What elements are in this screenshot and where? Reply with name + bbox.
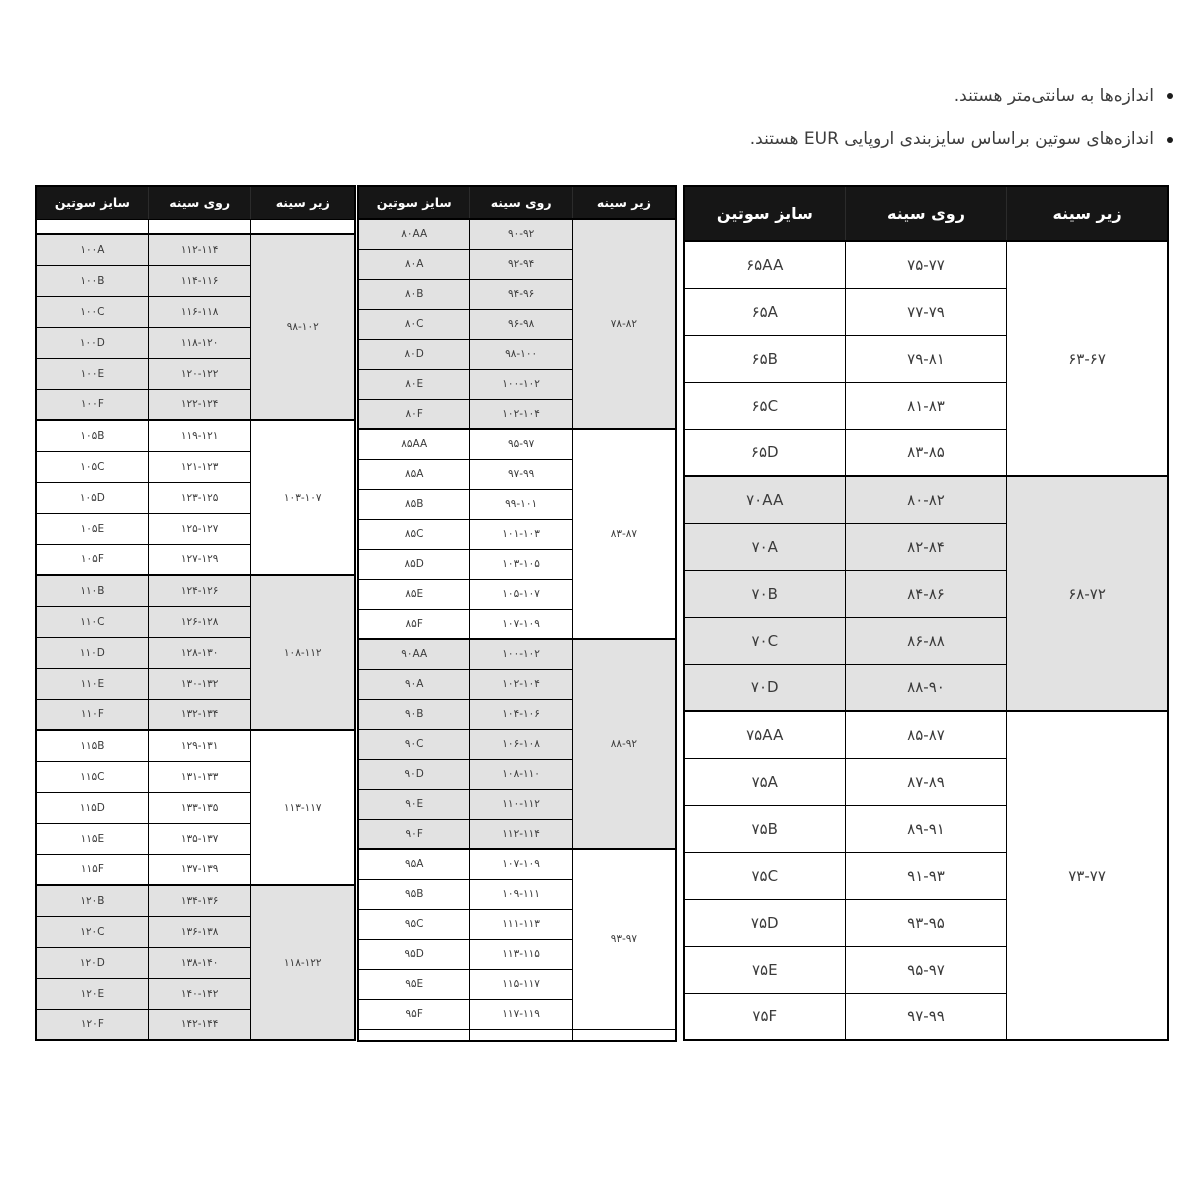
size-row <box>36 730 355 761</box>
header-row <box>684 186 1168 241</box>
over-bust-cell: ۸۳-۸۵ <box>845 429 1006 476</box>
note-units <box>750 86 1173 106</box>
over-bust-cell: ۹۶-۹۸ <box>470 309 572 339</box>
size-cell: ۱۱۵C <box>36 761 148 792</box>
over-bust-cell: ۱۳۳-۱۳۵ <box>148 792 251 823</box>
size-cell: ۷۵A <box>684 758 845 805</box>
under-bust-cell: ۶۳-۶۷ <box>1007 241 1168 476</box>
size-cell: ۷۵E <box>684 946 845 993</box>
over-bust-header: روی سینه <box>845 186 1006 241</box>
size-cell: ۹۵C <box>358 909 470 939</box>
over-bust-header: روی سینه <box>470 186 572 219</box>
under-bust-cell: ۸۸-۹۲ <box>572 639 676 849</box>
over-bust-cell: ۷۹-۸۱ <box>845 335 1006 382</box>
empty-cell <box>148 219 251 234</box>
size-row <box>358 639 676 669</box>
size-cell: ۱۰۵D <box>36 482 148 513</box>
over-bust-cell: ۹۹-۱۰۱ <box>470 489 572 519</box>
under-bust-cell: ۱۰۸-۱۱۲ <box>251 575 355 730</box>
size-cell: ۱۰۵F <box>36 544 148 575</box>
table-body <box>36 219 355 1040</box>
size-cell: ۱۰۰F <box>36 389 148 420</box>
size-cell: ۹۵E <box>358 969 470 999</box>
over-bust-cell: ۱۳۱-۱۳۳ <box>148 761 251 792</box>
under-bust-cell: ۶۸-۷۲ <box>1007 476 1168 711</box>
over-bust-cell: ۹۷-۹۹ <box>470 459 572 489</box>
over-bust-cell: ۱۰۰-۱۰۲ <box>470 369 572 399</box>
under-bust-cell: ۱۱۸-۱۲۲ <box>251 885 355 1040</box>
over-bust-cell: ۱۳۴-۱۳۶ <box>148 885 251 916</box>
size-cell: ۹۰E <box>358 789 470 819</box>
over-bust-cell: ۱۱۴-۱۱۶ <box>148 265 251 296</box>
over-bust-cell: ۹۲-۹۴ <box>470 249 572 279</box>
size-cell: ۸۰AA <box>358 219 470 249</box>
size-cell: ۹۵F <box>358 999 470 1029</box>
over-bust-cell: ۱۴۰-۱۴۲ <box>148 978 251 1009</box>
over-bust-cell: ۱۰۸-۱۱۰ <box>470 759 572 789</box>
empty-cell <box>470 1029 572 1041</box>
over-bust-cell: ۱۱۲-۱۱۴ <box>470 819 572 849</box>
size-cell: ۹۰F <box>358 819 470 849</box>
over-bust-cell: ۹۴-۹۶ <box>470 279 572 309</box>
over-bust-cell: ۱۱۳-۱۱۵ <box>470 939 572 969</box>
over-bust-cell: ۸۱-۸۳ <box>845 382 1006 429</box>
note-eur-sizing-text: اندازه‌های سوتین براساس سایزبندی اروپایی EUR هستند. <box>749 129 1154 150</box>
size-row <box>36 420 355 451</box>
size-cell: ۸۰D <box>358 339 470 369</box>
over-bust-cell: ۹۵-۹۷ <box>845 946 1006 993</box>
empty-row <box>36 219 355 234</box>
size-cell: ۸۰E <box>358 369 470 399</box>
over-bust-cell: ۱۰۴-۱۰۶ <box>470 699 572 729</box>
size-cell: ۱۰۰A <box>36 234 148 265</box>
size-cell: ۱۲۰B <box>36 885 148 916</box>
size-cell: ۹۵A <box>358 849 470 879</box>
over-bust-cell: ۱۳۶-۱۳۸ <box>148 916 251 947</box>
over-bust-cell: ۱۱۶-۱۱۸ <box>148 296 251 327</box>
size-cell: ۱۲۰E <box>36 978 148 1009</box>
over-bust-cell: ۱۲۸-۱۳۰ <box>148 637 251 668</box>
over-bust-cell: ۸۲-۸۴ <box>845 523 1006 570</box>
size-cell: ۸۵A <box>358 459 470 489</box>
size-row <box>358 429 676 459</box>
size-cell: ۱۱۰F <box>36 699 148 730</box>
size-cell: ۱۰۰C <box>36 296 148 327</box>
over-bust-cell: ۱۰۵-۱۰۷ <box>470 579 572 609</box>
size-cell: ۱۲۰F <box>36 1009 148 1040</box>
over-bust-cell: ۱۱۲-۱۱۴ <box>148 234 251 265</box>
table-header <box>358 186 676 219</box>
under-bust-header: زیر سینه <box>251 186 355 219</box>
table-header <box>684 186 1168 241</box>
size-cell: ۶۵A <box>684 288 845 335</box>
over-bust-cell: ۸۰-۸۲ <box>845 476 1006 523</box>
size-row <box>36 885 355 916</box>
size-row <box>36 575 355 606</box>
over-bust-cell: ۱۲۶-۱۲۸ <box>148 606 251 637</box>
size-cell: ۱۰۵E <box>36 513 148 544</box>
size-cell: ۸۵D <box>358 549 470 579</box>
over-bust-cell: ۱۲۲-۱۲۴ <box>148 389 251 420</box>
size-cell: ۱۰۰E <box>36 358 148 389</box>
table-body <box>684 241 1168 1040</box>
size-cell: ۱۰۰D <box>36 327 148 358</box>
size-header: سایز سوتین <box>36 186 148 219</box>
partial-row <box>358 1029 676 1041</box>
over-bust-cell: ۱۱۰-۱۱۲ <box>470 789 572 819</box>
over-bust-cell: ۸۹-۹۱ <box>845 805 1006 852</box>
size-cell: ۸۵AA <box>358 429 470 459</box>
size-cell: ۸۵E <box>358 579 470 609</box>
over-bust-cell: ۱۰۰-۱۰۲ <box>470 639 572 669</box>
size-cell: ۱۱۵F <box>36 854 148 885</box>
size-table-100-120 <box>35 185 356 1041</box>
size-row <box>36 234 355 265</box>
over-bust-cell: ۱۲۰-۱۲۲ <box>148 358 251 389</box>
under-bust-header: زیر سینه <box>1007 186 1168 241</box>
size-cell: ۱۲۰D <box>36 947 148 978</box>
over-bust-cell: ۱۲۴-۱۲۶ <box>148 575 251 606</box>
under-bust-cell: ۱۱۳-۱۱۷ <box>251 730 355 885</box>
over-bust-cell: ۸۵-۸۷ <box>845 711 1006 758</box>
size-cell: ۱۱۵D <box>36 792 148 823</box>
empty-cell <box>251 219 355 234</box>
notes <box>750 86 1173 150</box>
over-bust-cell: ۸۶-۸۸ <box>845 617 1006 664</box>
over-bust-cell: ۱۱۹-۱۲۱ <box>148 420 251 451</box>
over-bust-cell: ۱۲۷-۱۲۹ <box>148 544 251 575</box>
size-header: سایز سوتین <box>358 186 470 219</box>
size-cell: ۹۵B <box>358 879 470 909</box>
size-cell: ۱۱۵E <box>36 823 148 854</box>
size-cell: ۱۲۰C <box>36 916 148 947</box>
over-bust-cell: ۱۱۵-۱۱۷ <box>470 969 572 999</box>
size-cell: ۸۰A <box>358 249 470 279</box>
over-bust-cell: ۱۰۳-۱۰۵ <box>470 549 572 579</box>
size-header: سایز سوتین <box>684 186 845 241</box>
size-cell: ۹۰B <box>358 699 470 729</box>
over-bust-cell: ۱۳۵-۱۳۷ <box>148 823 251 854</box>
size-cell: ۹۰C <box>358 729 470 759</box>
size-row <box>358 849 676 879</box>
size-cell: ۸۰B <box>358 279 470 309</box>
under-bust-header: زیر سینه <box>572 186 676 219</box>
size-cell: ۷۵AA <box>684 711 845 758</box>
over-bust-cell: ۱۱۱-۱۱۳ <box>470 909 572 939</box>
size-cell: ۷۰B <box>684 570 845 617</box>
size-cell: ۱۰۵C <box>36 451 148 482</box>
over-bust-cell: ۹۸-۱۰۰ <box>470 339 572 369</box>
over-bust-cell: ۱۰۷-۱۰۹ <box>470 609 572 639</box>
size-cell: ۹۰AA <box>358 639 470 669</box>
under-bust-cell: ۱۰۳-۱۰۷ <box>251 420 355 575</box>
over-bust-cell: ۹۵-۹۷ <box>470 429 572 459</box>
over-bust-cell: ۹۱-۹۳ <box>845 852 1006 899</box>
header-row <box>358 186 676 219</box>
size-cell: ۱۱۵B <box>36 730 148 761</box>
size-cell: ۷۰A <box>684 523 845 570</box>
size-cell: ۶۵B <box>684 335 845 382</box>
size-cell: ۷۵F <box>684 993 845 1040</box>
size-cell: ۹۵D <box>358 939 470 969</box>
size-cell: ۹۰D <box>358 759 470 789</box>
size-cell: ۷۰D <box>684 664 845 711</box>
over-bust-cell: ۱۳۲-۱۳۴ <box>148 699 251 730</box>
over-bust-cell: ۱۳۸-۱۴۰ <box>148 947 251 978</box>
over-bust-cell: ۱۲۵-۱۲۷ <box>148 513 251 544</box>
empty-cell <box>572 1029 676 1041</box>
size-table-80-95 <box>357 185 677 1042</box>
over-bust-cell: ۱۲۳-۱۲۵ <box>148 482 251 513</box>
size-row <box>684 476 1168 523</box>
note-eur-sizing <box>750 129 1173 149</box>
over-bust-cell: ۹۷-۹۹ <box>845 993 1006 1040</box>
over-bust-cell: ۷۵-۷۷ <box>845 241 1006 288</box>
size-cell: ۷۵C <box>684 852 845 899</box>
over-bust-cell: ۱۰۹-۱۱۱ <box>470 879 572 909</box>
size-cell: ۱۱۰E <box>36 668 148 699</box>
under-bust-cell: ۸۳-۸۷ <box>572 429 676 639</box>
empty-cell <box>36 219 148 234</box>
over-bust-cell: ۱۲۹-۱۳۱ <box>148 730 251 761</box>
size-cell: ۱۰۵B <box>36 420 148 451</box>
table-body <box>358 219 676 1041</box>
size-cell: ۶۵C <box>684 382 845 429</box>
size-row <box>684 241 1168 288</box>
size-cell: ۷۵B <box>684 805 845 852</box>
table-header <box>36 186 355 219</box>
size-cell: ۸۵C <box>358 519 470 549</box>
empty-cell <box>358 1029 470 1041</box>
over-bust-cell: ۱۱۷-۱۱۹ <box>470 999 572 1029</box>
size-cell: ۱۱۰B <box>36 575 148 606</box>
size-cell: ۶۵D <box>684 429 845 476</box>
over-bust-cell: ۱۳۷-۱۳۹ <box>148 854 251 885</box>
over-bust-cell: ۱۰۲-۱۰۴ <box>470 669 572 699</box>
size-row <box>684 711 1168 758</box>
size-cell: ۶۵AA <box>684 241 845 288</box>
size-cell: ۸۰C <box>358 309 470 339</box>
size-cell: ۸۵F <box>358 609 470 639</box>
over-bust-cell: ۱۰۶-۱۰۸ <box>470 729 572 759</box>
over-bust-cell: ۱۰۲-۱۰۴ <box>470 399 572 429</box>
over-bust-cell: ۱۱۸-۱۲۰ <box>148 327 251 358</box>
size-cell: ۱۱۰D <box>36 637 148 668</box>
over-bust-cell: ۸۸-۹۰ <box>845 664 1006 711</box>
under-bust-cell: ۹۳-۹۷ <box>572 849 676 1029</box>
size-cell: ۸۵B <box>358 489 470 519</box>
over-bust-cell: ۱۳۰-۱۳۲ <box>148 668 251 699</box>
bullet-icon <box>1167 137 1173 143</box>
size-cell: ۷۵D <box>684 899 845 946</box>
over-bust-cell: ۹۰-۹۲ <box>470 219 572 249</box>
size-table-65-75 <box>683 185 1169 1041</box>
bullet-icon <box>1167 93 1173 99</box>
over-bust-cell: ۱۰۷-۱۰۹ <box>470 849 572 879</box>
under-bust-cell: ۹۸-۱۰۲ <box>251 234 355 420</box>
header-row <box>36 186 355 219</box>
over-bust-cell: ۷۷-۷۹ <box>845 288 1006 335</box>
over-bust-cell: ۱۰۱-۱۰۳ <box>470 519 572 549</box>
size-cell: ۷۰AA <box>684 476 845 523</box>
over-bust-cell: ۹۳-۹۵ <box>845 899 1006 946</box>
size-cell: ۸۰F <box>358 399 470 429</box>
size-cell: ۱۱۰C <box>36 606 148 637</box>
over-bust-cell: ۸۴-۸۶ <box>845 570 1006 617</box>
under-bust-cell: ۷۸-۸۲ <box>572 219 676 429</box>
over-bust-header: روی سینه <box>148 186 251 219</box>
size-row <box>358 219 676 249</box>
size-cell: ۹۰A <box>358 669 470 699</box>
over-bust-cell: ۱۲۱-۱۲۳ <box>148 451 251 482</box>
size-cell: ۱۰۰B <box>36 265 148 296</box>
over-bust-cell: ۱۴۲-۱۴۴ <box>148 1009 251 1040</box>
under-bust-cell: ۷۳-۷۷ <box>1007 711 1168 1040</box>
over-bust-cell: ۸۷-۸۹ <box>845 758 1006 805</box>
size-cell: ۷۰C <box>684 617 845 664</box>
note-units-text: اندازه‌ها به سانتی‌متر هستند. <box>953 86 1154 106</box>
